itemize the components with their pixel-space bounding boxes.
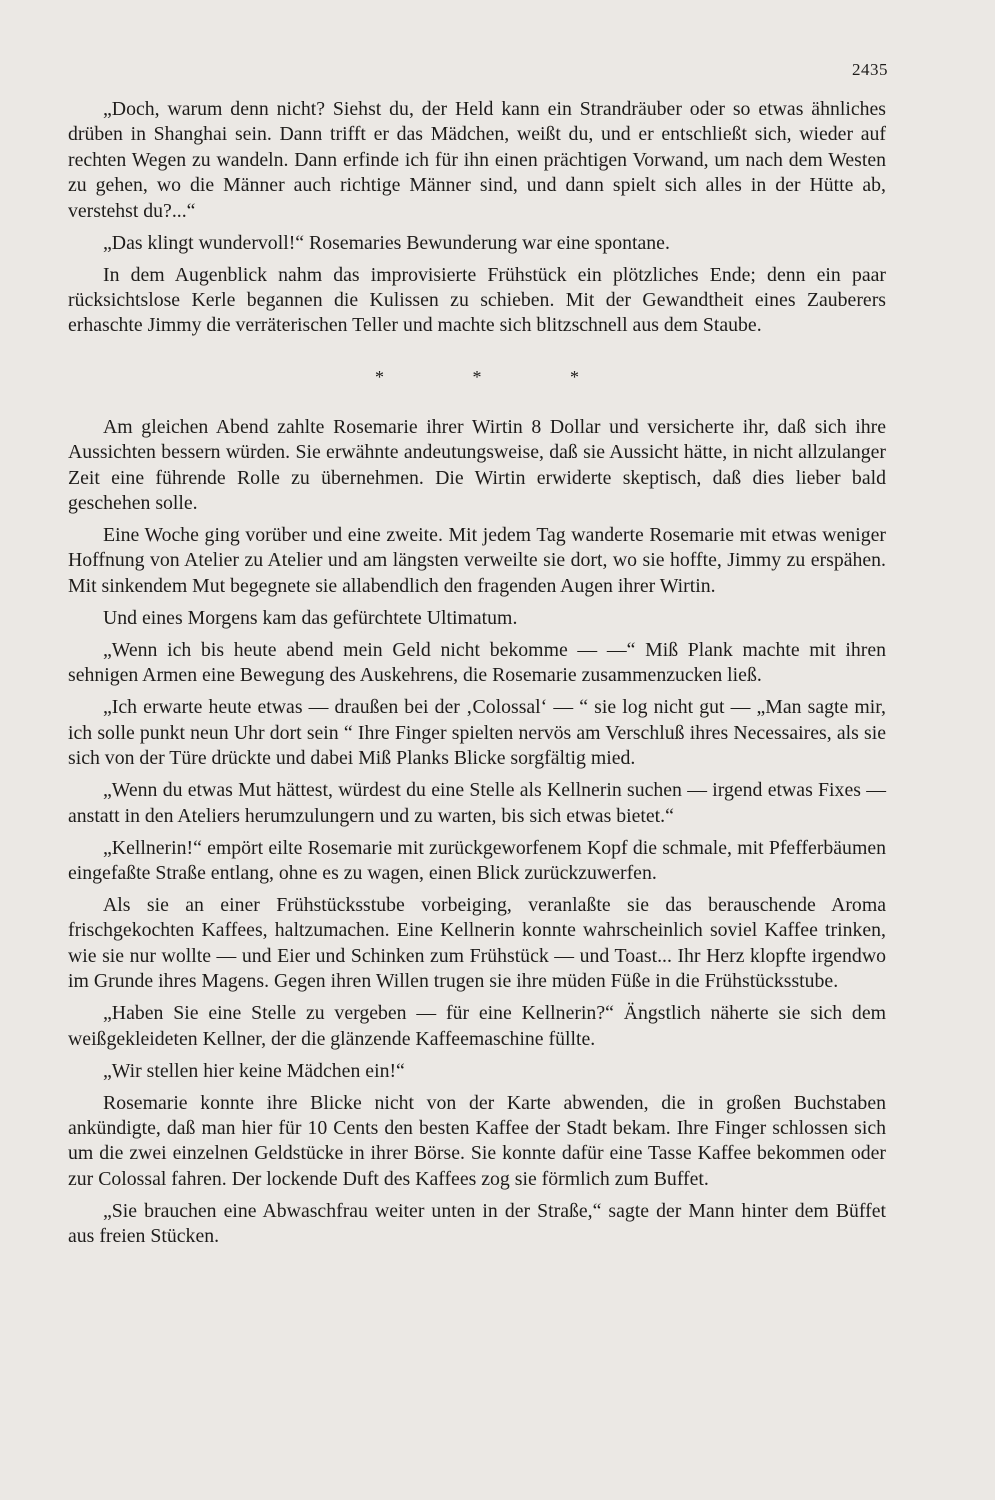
paragraph: Am gleichen Abend zahlte Rosemarie ihrer Wirtin 8 Dollar und versicherte ihr, daß sich ihre Aussichten bessern würden. Sie erwähnte andeutungsweise, daß sie Aussicht hätte, in nicht allzulanger Zeit eine führende Rolle zu übernehmen. Die Wirtin erwiderte skeptisch, daß dies lieber bald geschehen solle. bbox=[68, 415, 886, 515]
paragraph: Eine Woche ging vorüber und eine zweite. Mit jedem Tag wanderte Rosemarie mit etwas weniger Hoffnung von Atelier zu Atelier und am längsten verweilte sie dort, wo sie hoffte, Jimmy zu erspähen. Mit sinkendem Mut begegnete sie allabendlich den fragenden Augen ihrer Wirtin. bbox=[68, 524, 886, 597]
paragraph: „Das klingt wundervoll!“ Rosemaries Bewunderung war eine spontane. bbox=[103, 231, 670, 254]
paragraph: „Haben Sie eine Stelle zu vergeben — für eine Kellnerin?“ Ängstlich näherte sie sich dem weißgekleideten Kellner, der die glänzende Kaffeemaschine füllte. bbox=[68, 1002, 886, 1050]
paragraph: „Ich erwarte heute etwas — draußen bei der ‚Colossal‘ — “ sie log nicht gut — „Man sagte mir, ich solle punkt neun Uhr dort sein “ Ihre Finger spielten nervös am Verschluß ihres Necessaires, als sie sich von der Türe drückte und dabei Miß Planks Blicke sorgfältig mied. bbox=[68, 696, 886, 770]
paragraph: „Wir stellen hier keine Mädchen ein!“ bbox=[103, 1059, 405, 1082]
paragraph: „Wenn du etwas Mut hättest, würdest du eine Stelle als Kellnerin suchen — irgend etwas Fixes — anstatt in den Ateliers herumzulungern und zu warten, bis sich etwas bietet.“ bbox=[68, 779, 886, 827]
text-column bbox=[68, 97, 886, 1250]
paragraph: „Doch, warum denn nicht? Siehst du, der Held kann ein Strandräuber oder so etwas ähnliches drüben in Shanghai sein. Dann trifft er das Mädchen, weißt du, und er entschließt sich, wieder auf rechten Wegen zu wandeln. Dann erfinde ich für ihn einen prächtigen Vorwand, um nach dem Westen zu gehen, wo die Männer auch richtige Männer sind, und dann spielt sich alles in der Hütte ab, verstehst du?...“ bbox=[68, 98, 886, 222]
paragraph: „Wenn ich bis heute abend mein Geld nicht bekomme — —“ Miß Plank machte mit ihren sehnigen Armen eine Bewegung des Auskehrens, die Rosemarie zusammenzucken ließ. bbox=[68, 638, 886, 687]
paragraph: „Kellnerin!“ empört eilte Rosemarie mit zurückgeworfenem Kopf die schmale, mit Pfefferbäumen eingefaßte Straße entlang, ohne es zu wagen, einen Blick zurückzuwerfen. bbox=[68, 836, 886, 884]
paragraph: Und eines Morgens kam das gefürchtete Ultimatum. bbox=[103, 606, 518, 629]
page-number: 2435 bbox=[852, 60, 888, 79]
paragraph: Rosemarie konnte ihre Blicke nicht von der Karte abwenden, die in großen Buchstaben ankündigte, daß man hier für 10 Cents den besten Kaffee der Stadt bekam. Ihre Finger schlossen sich um die zwei einzelnen Geldstücke in ihrer Börse. Sie konnte dafür eine Tasse Kaffee bekommen oder zur Colossal fahren. Der lockende Duft des Kaffees zog sie förmlich zum Buffet. bbox=[68, 1091, 886, 1190]
section-break: * * * bbox=[375, 366, 621, 387]
paragraph: Als sie an einer Frühstücksstube vorbeiging, veranlaßte sie das berauschende Aroma frischgekochten Kaffees, haltzumachen. Eine Kellnerin konnte wahrscheinlich soviel Kaffee trinken, wie sie nur wollte — und Eier und Schinken zum Frühstück — und Toast... Ihr Herz klopfte irgendwo im Grunde ihres Magens. Gegen ihren Willen trugen sie ihre müden Füße in die Frühstücksstube. bbox=[68, 893, 886, 993]
paragraph: „Sie brauchen eine Abwaschfrau weiter unten in der Straße,“ sagte der Mann hinter dem Büffet aus freien Stücken. bbox=[68, 1199, 886, 1248]
paragraph: In dem Augenblick nahm das improvisierte Frühstück ein plötzliches Ende; denn ein paar rücksichtslose Kerle begannen die Kulissen zu schieben. Mit der Gewandtheit eines Zauberers erhaschte Jimmy die verräterischen Teller und machte sich blitzschnell aus dem Staube. bbox=[68, 263, 886, 337]
